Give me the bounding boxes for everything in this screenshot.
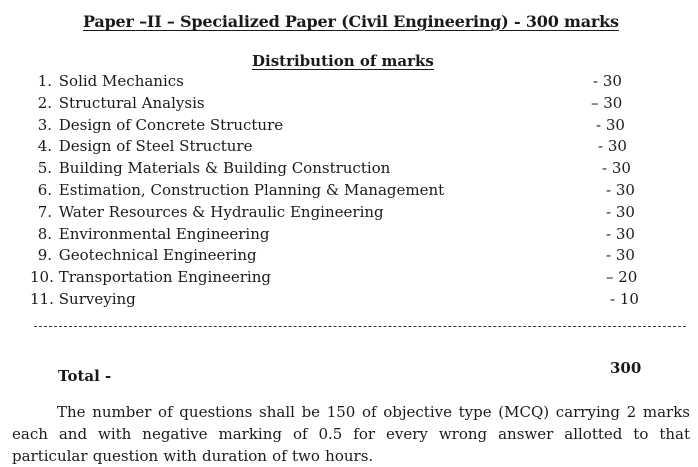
subject-marks: - 30	[602, 159, 631, 178]
subject-name: Transportation Engineering	[58, 268, 271, 287]
subject-marks: - 30	[596, 115, 625, 134]
paper-title: Paper –II – Specialized Paper (Civil Engineering) - 300 marks	[83, 12, 619, 31]
total-label: Total -	[58, 367, 112, 385]
total-value: 300	[610, 359, 642, 377]
subject-marks: - 30	[593, 72, 622, 90]
subject-number: 4.	[37, 137, 52, 156]
subject-name: Solid Mechanics	[58, 72, 184, 90]
subject-name: Geotechnical Engineering	[58, 246, 257, 265]
subject-marks: – 20	[606, 268, 638, 287]
subject-marks: - 30	[606, 202, 635, 221]
subject-marks: - 30	[606, 224, 635, 243]
subject-name: Estimation, Construction Planning & Management	[58, 180, 445, 199]
subject-marks: – 30	[591, 93, 623, 112]
subject-row	[30, 115, 670, 137]
subject-marks: - 30	[598, 137, 627, 156]
subject-name: Building Materials & Building Construction	[58, 159, 391, 178]
subject-number: 3.	[37, 115, 52, 134]
subject-number: 2.	[37, 93, 52, 112]
subject-row	[30, 180, 670, 202]
subject-number: 6.	[37, 180, 52, 199]
subject-row	[30, 202, 670, 224]
subject-number: 11.	[30, 289, 54, 308]
distribution-heading: Distribution of marks	[252, 52, 434, 70]
subject-marks: - 30	[606, 180, 635, 199]
subject-marks: - 30	[606, 246, 635, 265]
subject-number: 9.	[37, 246, 52, 265]
subject-name: Environmental Engineering	[58, 224, 270, 243]
subject-number: 1.	[37, 72, 52, 90]
subject-list	[30, 71, 670, 311]
subject-number: 10.	[30, 268, 54, 287]
exam-note-paragraph: The number of questions shall be 150 of objective type (MCQ) carrying 2 marks each and with negative marking of 0.5 for every wrong answer allotted to that particular question with duration of two hours.	[12, 403, 690, 465]
subject-row	[30, 267, 670, 289]
subject-number: 8.	[37, 224, 52, 243]
subject-name: Water Resources & Hydraulic Engineering	[58, 202, 384, 221]
subject-row	[30, 224, 670, 246]
subject-row	[30, 136, 670, 158]
subject-number: 5.	[37, 159, 52, 178]
subject-row	[30, 289, 670, 311]
subject-row	[30, 71, 670, 93]
subject-name: Structural Analysis	[58, 93, 205, 112]
dashed-divider	[34, 326, 686, 327]
subject-row	[30, 158, 670, 180]
subject-name: Surveying	[58, 289, 136, 308]
subject-row	[30, 93, 670, 115]
subject-row	[30, 245, 670, 267]
subject-name: Design of Steel Structure	[58, 137, 253, 156]
subject-marks: - 10	[610, 289, 639, 308]
subject-number: 7.	[37, 202, 52, 221]
subject-name: Design of Concrete Structure	[58, 115, 284, 134]
